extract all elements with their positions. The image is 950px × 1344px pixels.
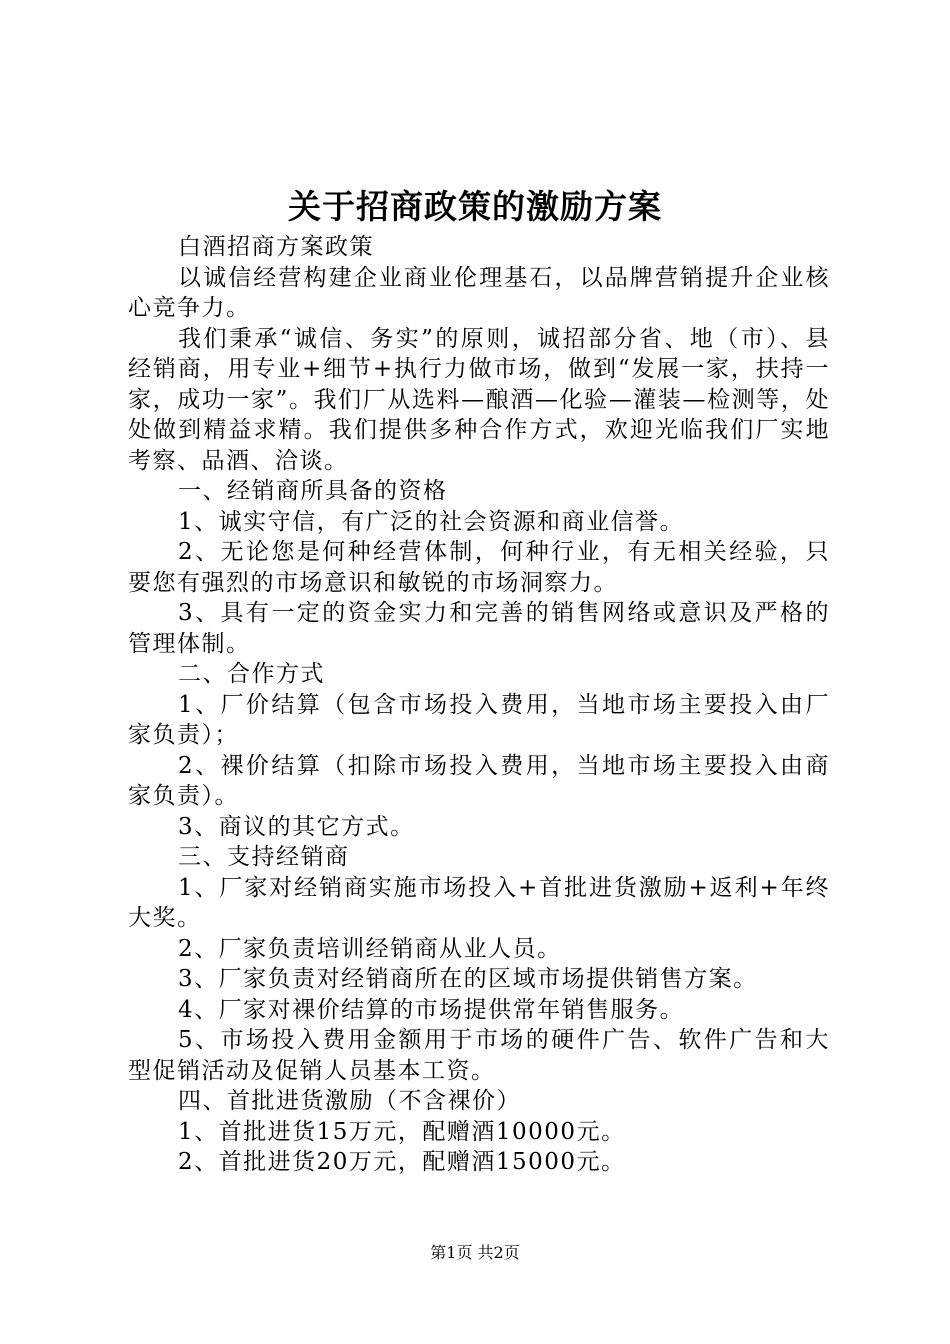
list-item: 1、首批进货15万元，配赠酒10000元。 <box>178 1118 626 1145</box>
list-item: 1、厂家对经销商实施市场投入+首批进货激励+返利+年终大奖。 <box>128 874 830 931</box>
list-item: 2、无论您是何种经营体制，何种行业，有无相关经验，只要您有强烈的市场意识和敏锐的市场洞察力。 <box>128 539 830 596</box>
list-item: 5、市场投入费用金额用于市场的硬件广告、软件广告和大型促销活动及促销人员基本工资。 <box>128 1027 830 1084</box>
document-body <box>128 232 830 1178</box>
list-item: 3、商议的其它方式。 <box>178 813 415 840</box>
list-item: 2、首批进货20万元，配赠酒15000元。 <box>178 1149 626 1175</box>
paragraph-subtitle: 白酒招商方案政策 <box>178 234 374 260</box>
section-heading-cooperation: 二、合作方式 <box>178 661 325 687</box>
section-heading-qualifications: 一、经销商所具备的资格 <box>178 478 448 504</box>
list-item: 1、诚实守信，有广泛的社会资源和商业信誉。 <box>178 508 685 535</box>
paragraph-intro: 我们秉承“诚信、务实”的原则，诚招部分省、地（市）、县经销商，用专业+细节+执行力做市场，做到“发展一家，扶持一家，成功一家”。我们厂从选料—酿酒—化验—灌装—检测等，处处做到精益求精。我们提供多种合作方式，欢迎光临我们厂实地考察、品酒、洽谈。 <box>128 325 830 474</box>
list-item: 2、厂家负责培训经销商从业人员。 <box>178 935 562 962</box>
page-footer: 第1页 共2页 <box>430 1243 520 1262</box>
list-item: 3、具有一定的资金实力和完善的销售网络或意识及严格的管理体制。 <box>128 600 830 657</box>
list-item: 3、厂家负责对经销商所在的区域市场提供销售方案。 <box>178 966 758 992</box>
document-title: 关于招商政策的激励方案 <box>288 187 662 226</box>
list-item: 2、裸价结算（扣除市场投入费用，当地市场主要投入由商家负责）。 <box>128 752 830 809</box>
list-item: 4、厂家对裸价结算的市场提供常年销售服务。 <box>178 996 685 1023</box>
section-heading-support: 三、支持经销商 <box>178 844 350 870</box>
paragraph-slogan: 以诚信经营构建企业商业伦理基石，以品牌营销提升企业核心竞争力。 <box>128 264 830 321</box>
list-item: 1、厂价结算（包含市场投入费用，当地市场主要投入由厂家负责）； <box>128 691 830 748</box>
section-heading-incentive: 四、首批进货激励（不含裸价） <box>178 1088 521 1114</box>
